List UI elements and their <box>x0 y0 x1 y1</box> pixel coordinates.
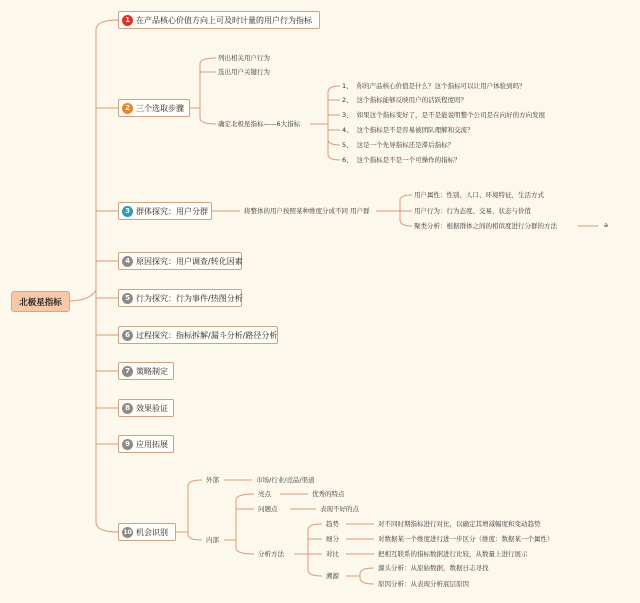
connector-b10-split <box>176 480 202 532</box>
b10-outside-item[interactable]: 市场/行业/竞品/渠道 <box>256 476 315 484</box>
connector-b2-step3 <box>200 108 216 124</box>
branch-3-label: 群体探究：用户分群 <box>136 206 208 216</box>
b10-segment[interactable]: 细分 <box>326 535 339 543</box>
branch-5-label: 行为探究：行为事件/热图分析 <box>136 293 243 303</box>
branch-4-node[interactable] <box>118 252 242 270</box>
connector-b3-items <box>376 195 412 211</box>
b10-compare[interactable]: 对比 <box>326 550 339 558</box>
number-3-icon: 3 <box>122 206 133 217</box>
number-4-icon: 4 <box>122 256 133 267</box>
connector-b10-source-split <box>346 568 374 576</box>
b10-bright-desc[interactable]: 优秀的特点 <box>312 490 345 498</box>
branch-8-node[interactable] <box>118 399 174 417</box>
number-6-icon: 6 <box>122 330 133 341</box>
b2-step-1[interactable]: 列出相关用户行为 <box>218 54 270 62</box>
connector-b2-q6 <box>328 124 340 160</box>
b2-question-4[interactable]: 4、 这个指标是不是容易被团队理解和交流？ <box>342 126 474 134</box>
branch-6-label: 过程探究：指标拆解/漏斗分析/路径分析 <box>136 330 278 340</box>
branch-10-node[interactable] <box>118 523 176 541</box>
connector-b10-inside-split <box>224 494 254 540</box>
b2-question-5[interactable]: 5、 这是一个先导指标还是滞后指标？ <box>342 141 455 149</box>
branch-7-node[interactable] <box>118 362 174 380</box>
branch-1-node[interactable] <box>118 11 320 29</box>
connector-b10-inside <box>188 532 202 540</box>
b3-item-2[interactable]: 用户行为：行为态度、交易、状态与价值 <box>414 207 531 215</box>
b10-inside[interactable]: 内部 <box>206 536 219 544</box>
b3-description[interactable]: 将整体的用户按照某种维度分成不同 用户群 <box>244 207 370 215</box>
branch-10-label: 机会识别 <box>136 527 168 537</box>
b2-step-3[interactable]: 确定北极星指标——6大指标 <box>218 120 301 128</box>
connector-b10-source <box>308 554 322 576</box>
b10-outside[interactable]: 外部 <box>206 476 219 484</box>
branch-8-label: 效果验证 <box>136 403 168 413</box>
branch-9-label: 应用拓展 <box>136 439 168 449</box>
connector-b2-q5 <box>328 124 340 145</box>
branch-2-label: 三个选取步骤 <box>136 103 184 113</box>
b10-source-1[interactable]: 源头分析：从原始数据，数据日志寻找 <box>378 564 489 572</box>
branch-7-label: 策略制定 <box>136 366 168 376</box>
b3-extra-note[interactable]: a <box>604 221 608 229</box>
branch-1-label: 在产品核心价值方向上可及时计量的用户行为指标 <box>136 15 312 25</box>
b10-bright[interactable]: 亮点 <box>258 490 271 498</box>
b10-method[interactable]: 分析方法 <box>258 550 284 558</box>
b2-step-2[interactable]: 选出用户关键行为 <box>218 68 270 76</box>
b10-compare-desc[interactable]: 把相互联系的指标数据进行比较，从数量上进行展示 <box>378 550 528 558</box>
branch-9-node[interactable] <box>118 435 174 453</box>
number-10-icon: 10 <box>123 528 132 536</box>
b10-problem[interactable]: 问题点 <box>258 505 278 513</box>
root-node[interactable] <box>11 291 70 312</box>
branch-4-label: 原因探究：用户调查/转化因素 <box>136 256 243 266</box>
b2-question-6[interactable]: 6、 这个指标是不是一个可操作的指标？ <box>342 156 461 164</box>
branch-2-node[interactable] <box>118 99 190 117</box>
branch-5-node[interactable] <box>118 289 242 307</box>
connector-b10-method <box>236 540 254 554</box>
b10-problem-desc[interactable]: 表现不好的点 <box>320 505 359 513</box>
b10-source-2[interactable]: 原因分析：从表现分析底层原因 <box>378 580 469 588</box>
branch-6-node[interactable] <box>118 326 278 344</box>
b3-item-3[interactable]: 聚类分析：根据群体之间的相似度进行分群的方法 <box>414 222 557 230</box>
b2-question-1[interactable]: 1、 你的产品核心价值是什么？这个指标可以让用户体验到吗？ <box>342 82 526 90</box>
connector-b3-item3 <box>400 211 412 226</box>
b10-trend-desc[interactable]: 对不同时期指标进行对比，以确定其增减幅度和变动趋势 <box>378 520 541 528</box>
connector-b2-steps <box>190 58 216 108</box>
number-1-icon: 1 <box>122 15 133 26</box>
b2-question-2[interactable]: 2、 这个指标能够反映用户的活跃程度吗？ <box>342 96 468 104</box>
number-9-icon: 9 <box>122 439 133 450</box>
number-5-icon: 5 <box>122 293 133 304</box>
b10-source[interactable]: 溯源 <box>326 572 339 580</box>
branch-3-node[interactable] <box>118 202 212 220</box>
connector-b2-questions <box>310 86 340 124</box>
connector-trunk <box>68 20 118 301</box>
number-8-icon: 8 <box>122 403 133 414</box>
b10-segment-desc[interactable]: 对数据某一个维度进行进一步区分（维度：数据某一个属性） <box>378 535 554 543</box>
connector-trunk-lower <box>96 290 118 532</box>
root-label: 北极星指标 <box>19 297 62 308</box>
number-7-icon: 7 <box>122 366 133 377</box>
number-2-icon: 2 <box>122 103 133 114</box>
b10-trend[interactable]: 趋势 <box>326 520 339 528</box>
b2-question-3[interactable]: 3、 如果这个指标变好了，是不是能说明整个公司是在向好的方向发展 <box>342 111 546 119</box>
b3-item-1[interactable]: 用户属性：性别、人口、环境特征、生活方式 <box>414 191 544 199</box>
connector-b10-source2 <box>360 576 374 584</box>
